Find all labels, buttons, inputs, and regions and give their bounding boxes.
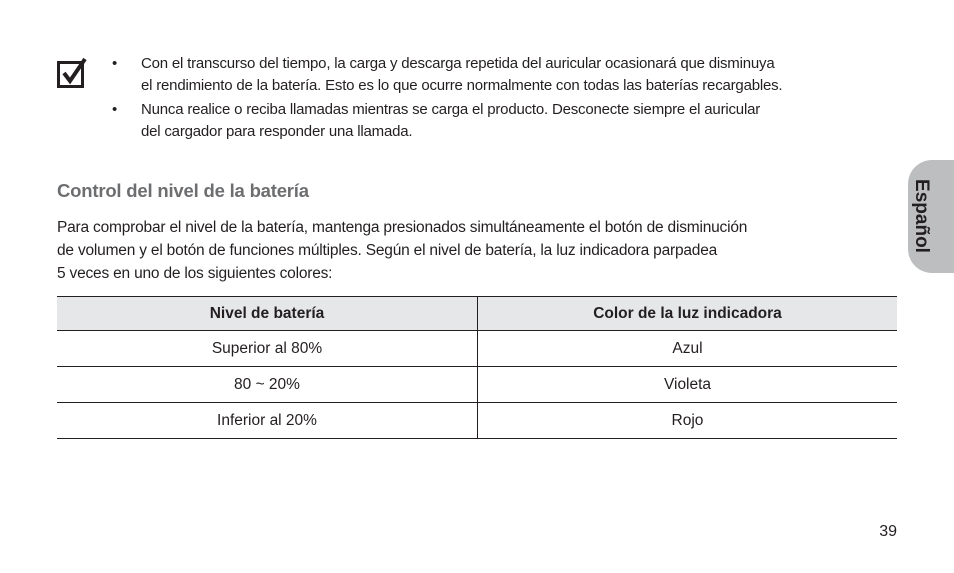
intro-line: de volumen y el botón de funciones múltiples. Según el nivel de batería, la luz indicadora parpadea [57, 242, 718, 259]
note-line: el rendimiento de la batería. Esto es lo que ocurre normalmente con todas las baterías recargables. [141, 77, 783, 94]
note-line: Con el transcurso del tiempo, la carga y descarga repetida del auricular ocasionará que disminuya [141, 55, 775, 72]
bullet: • [112, 55, 118, 72]
intro-paragraph [57, 216, 902, 285]
table-row [57, 367, 897, 403]
notes-list [110, 53, 900, 145]
intro-line: 5 veces en uno de los siguientes colores: [57, 265, 333, 282]
note-item [110, 99, 900, 143]
page-number: 39 [879, 523, 897, 540]
header-indicator-color: Color de la luz indicadora [478, 297, 898, 331]
note-line: Nunca realice o reciba llamadas mientras se carga el producto. Desconecte siempre el auricular [141, 101, 761, 118]
indicator-color-cell: Rojo [478, 403, 898, 439]
section-title: Control del nivel de la batería [57, 180, 309, 201]
table-row [57, 403, 897, 439]
note-item [110, 53, 900, 97]
battery-level-cell: Inferior al 20% [57, 403, 478, 439]
battery-level-cell: 80 ~ 20% [57, 367, 478, 403]
table-row [57, 331, 897, 367]
language-tab-label: Español [911, 179, 932, 253]
table-header-row [57, 297, 897, 331]
note-line: del cargador para responder una llamada. [141, 123, 413, 140]
indicator-color-cell: Azul [478, 331, 898, 367]
indicator-color-cell: Violeta [478, 367, 898, 403]
intro-line: Para comprobar el nivel de la batería, mantenga presionados simultáneamente el botón de disminución [57, 219, 748, 236]
battery-level-cell: Superior al 80% [57, 331, 478, 367]
battery-level-table [57, 296, 897, 439]
checkmark-note-icon [57, 57, 87, 89]
header-battery-level: Nivel de batería [57, 297, 478, 331]
bullet: • [112, 101, 118, 118]
